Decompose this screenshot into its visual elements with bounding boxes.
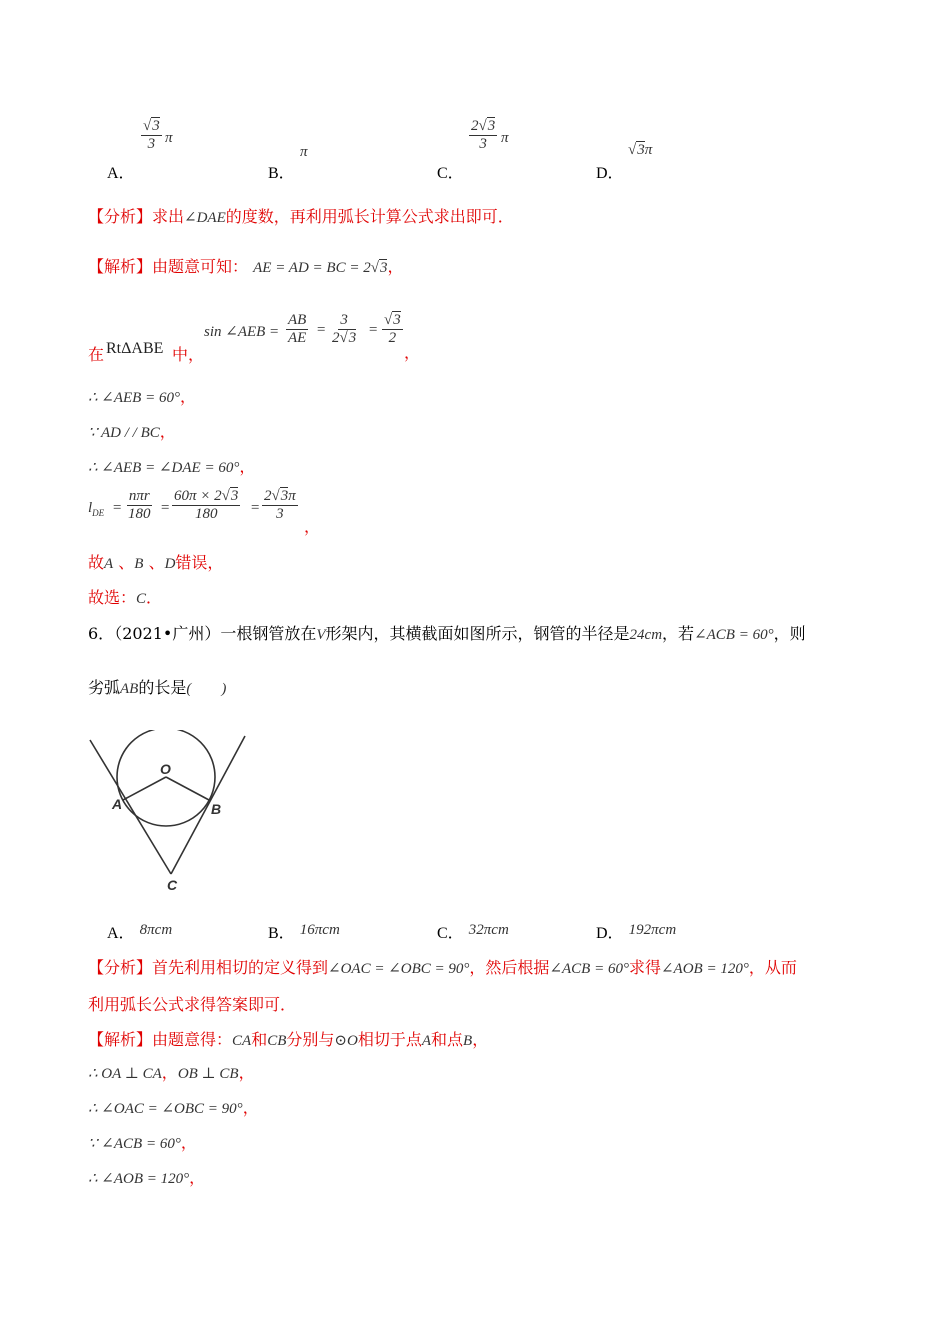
solution-2-line-4: ∴ ∠AOB = 120°， [88,1168,206,1187]
wrong-options-line: 故A 、B 、D错误， [88,553,224,572]
option-2-b: B． 16πcm [268,922,340,942]
label-c: C [167,877,178,893]
option-a-numerator: √3 [141,118,162,136]
radius-oa [123,777,166,800]
analysis-1: 【分析】求出∠DAE的度数，再利用弧长计算公式求出即可． [88,207,514,226]
tangent-line-right [171,736,245,874]
analysis-2-line-1: 【分析】首先利用相切的定义得到∠OAC = ∠OBC = 90°，然后根据∠ACB = 60°求得∠AOB = 120°，从而 [88,958,797,977]
tangent-line-left [90,740,171,874]
solution-2-line-2: ∴ ∠OAC = ∠OBC = 90°， [88,1098,259,1117]
label-b: B [211,801,222,817]
option-2-a: A． 8πcm [107,922,173,942]
solution-1-intro: 【解析】由题意可知： AE = AD = BC = 2√3， [88,257,404,276]
solution-2-line-1: ∴ OA ⊥ CA，OB ⊥ CB， [88,1063,255,1082]
solution-2-line-3: ∵ ∠ACB = 60°， [88,1133,197,1152]
solution-2-intro: 【解析】由题意得：CA和CB分别与⊙O相切于点A和点B， [88,1030,489,1049]
question-6-line-1: 6．（2021•广州）一根钢管放在V形架内，其横截面如图所示，钢管的半径是24cm，若∠ACB = 60°，则 [88,624,806,643]
answer-line-1: 故选：C． [88,588,163,607]
option-2-d: D． 192πcm [596,922,677,942]
solution-1-line-2: ∵ AD / / BC， [88,422,176,441]
label-o: O [160,761,171,777]
analysis-2-line-2: 利用弧长公式求得答案即可． [88,995,297,1014]
option-2-c: C． 32πcm [437,922,509,942]
solution-1-line-1: ∴ ∠AEB = 60°， [88,387,196,406]
geometry-figure [84,730,254,895]
radius-ob [166,777,209,800]
pipe-circle [117,730,215,826]
label-a: A [112,796,123,812]
solution-1-line-3: ∴ ∠AEB = ∠DAE = 60°， [88,457,256,476]
question-6-line-2: 劣弧AB的长是( ) [88,678,227,697]
